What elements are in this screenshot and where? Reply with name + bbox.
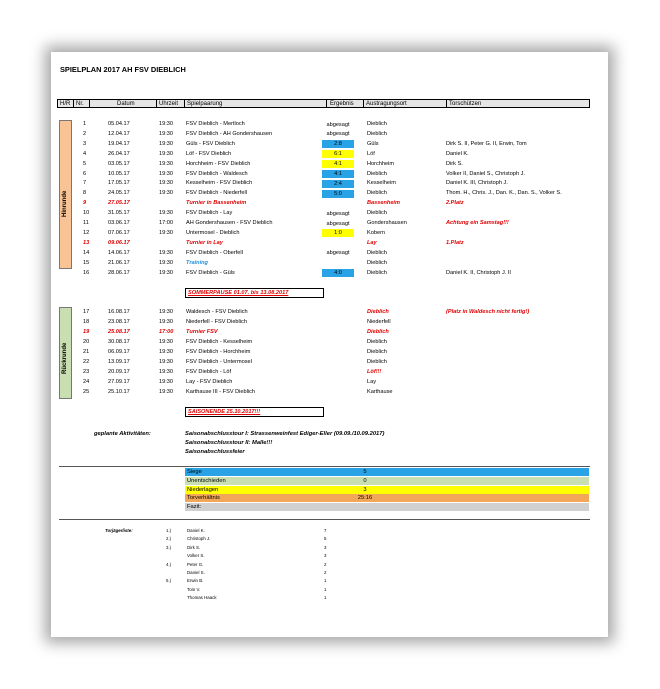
row-ort: Dieblich [367,359,387,365]
row-uhrzeit: 19:30 [159,359,173,365]
stat-row [185,494,589,502]
row-torschuetzen: Achtung ein Samstag!!! [446,220,509,226]
row-spielpaarung: FSV Dieblich - Lay [186,210,233,217]
row-ort: Karthause [367,389,393,395]
row-uhrzeit: 19:30 [159,369,173,375]
header-spielpaarung: Spielpaarung [187,101,223,107]
stat-value: 5 [363,469,367,475]
scorer-name: Erwin B. [187,578,204,584]
row-datum: 09.06.17 [108,239,130,246]
header-datum: Datum [117,101,135,107]
row-spielpaarung: FSV Dieblich - Horchheim [186,349,251,355]
row-uhrzeit: 19:30 [159,379,173,385]
stat-label: Unentschieden [187,477,226,484]
row-datum: 31.05.17 [108,210,130,217]
row-nr: 21 [83,349,90,355]
row-ort: Güls [367,140,379,147]
stat-value: 0 [363,477,367,484]
row-ergebnis: abgesagt [326,121,350,128]
row-spielpaarung: Lay - FSV Dieblich [186,379,233,385]
row-torschuetzen: Thom. H., Chris. J., Dan. K., Dan. S., Volker S. [446,190,562,197]
row-uhrzeit: 19:30 [159,269,173,276]
row-ergebnis: 4:1 [322,170,354,178]
row-nr: 8 [83,190,87,197]
row-nr: 2 [83,130,87,137]
stat-label: Siege [187,469,202,475]
scorers-label: Torjägerliste: [105,528,133,533]
stat-label: Torverhältnis [187,495,220,502]
scorer-goals: 2 [324,570,327,575]
scorer-goals: 5 [324,536,327,542]
row-ort: Dieblich [367,259,387,266]
row-nr: 20 [83,339,90,345]
row-ort: Horchheim [367,160,395,167]
row-ort: Dieblich [367,249,387,256]
row-uhrzeit: 19:30 [159,150,173,157]
row-nr: 22 [83,359,90,365]
aktivitaet-item: Saisonabschlussfeier [185,449,245,455]
row-spielpaarung: Löf - FSV Dieblich [186,150,232,157]
row-ergebnis: abgesagt [326,210,350,217]
row-uhrzeit: 19:30 [159,140,173,147]
row-spielpaarung: FSV Dieblich - Güls [186,269,235,276]
page-title: SPIELPLAN 2017 AH FSV DIEBLICH [60,65,186,74]
row-ergebnis: 1:0 [322,229,354,237]
row-ort: Dieblich [367,210,387,217]
row-datum: 03.05.17 [108,160,130,167]
row-spielpaarung: Turnier FSV [186,329,218,335]
scorer-name: Thomas Haack [187,595,217,601]
row-ort: Löf!!! [367,369,382,375]
row-nr: 9 [83,200,87,207]
row-nr: 14 [83,249,90,256]
row-datum: 16.08.17 [108,309,130,315]
row-nr: 24 [83,379,90,385]
scorer-name: Tom V. [187,586,201,592]
scorer-goals: 3 [324,553,327,559]
row-uhrzeit: 19:30 [159,249,173,256]
row-datum: 25.08.17 [108,329,130,335]
row-nr: 19 [83,329,90,335]
row-datum: 23.08.17 [108,319,130,325]
row-nr: 25 [83,389,90,395]
row-uhrzeit: 19:30 [159,229,173,236]
row-datum: 20.09.17 [108,369,130,375]
row-datum: 24.05.17 [108,190,130,197]
row-spielpaarung: FSV Dieblich - Waldesch [186,170,248,177]
row-ort: Lay [367,239,377,246]
row-torschuetzen: Daniel K. II, Christoph J. II [446,269,511,276]
row-ergebnis: 2:8 [322,140,354,148]
row-nr: 1 [83,121,87,127]
row-datum: 25.10.17 [108,389,130,395]
scorer-goals: 1 [324,578,327,584]
rueckrunde-side-box [59,307,72,399]
row-datum: 19.04.17 [108,140,130,147]
row-uhrzeit: 19:30 [159,170,173,177]
scorer-goals: 1 [324,595,327,601]
row-spielpaarung: Untermosel - Dieblich [186,229,240,236]
scorer-name: Peter G. [187,561,204,567]
row-uhrzeit: 19:30 [159,190,173,197]
scorer-rank: 2.) [166,536,172,542]
saisonende-note: SAISONENDE 25.10.2017!!! [185,407,324,417]
aktivitaet-item: Saisonabschlusstour II: Malle!!! [185,440,273,446]
stat-label: Fazit: [187,504,202,511]
scorer-goals: 1 [324,586,327,592]
header-nr: Nr. [76,101,84,107]
row-datum: 12.04.17 [108,130,130,137]
row-ergebnis: abgesagt [326,250,350,257]
row-nr: 18 [83,319,90,325]
stat-value: 3 [363,486,367,493]
row-spielpaarung: Niederfell - FSV Dieblich [186,319,247,325]
row-datum: 03.06.17 [108,220,130,226]
scorer-name: Christoph J. [187,536,211,542]
row-datum: 13.09.17 [108,359,130,365]
row-spielpaarung: Turnier in Lay [186,239,223,246]
row-spielpaarung: Kesselheim - FSV Dieblich [186,180,253,187]
row-ort: Bassenheim [367,200,400,207]
row-ergebnis: 6:1 [322,150,354,158]
row-uhrzeit: 19:30 [159,309,173,315]
row-nr: 5 [83,160,87,167]
row-uhrzeit: 19:30 [159,130,173,137]
row-datum: 27.09.17 [108,379,130,385]
sommerpause-note: SOMMERPAUSE 01.07. bis 13.08.2017 [185,288,324,298]
divider [59,466,590,467]
row-nr: 11 [83,220,89,226]
row-ort: Gondershausen [367,220,407,226]
row-uhrzeit: 19:30 [159,389,173,395]
row-datum: 05.04.17 [108,121,130,127]
row-ort: Löf [367,150,375,157]
hinrunde-label: Hinrunde [62,190,68,217]
row-ort: Dieblich [367,269,387,276]
stat-value: 25:16 [357,495,373,502]
row-ort: Lay [367,379,377,385]
row-torschuetzen: Dirk S. II, Peter G. II, Erwin, Tom [446,140,527,147]
table-header [57,99,590,108]
row-ergebnis: 4:0 [322,269,354,277]
row-torschuetzen: Volker II, Daniel S., Christoph J. [446,170,525,177]
row-datum: 30.08.17 [108,339,130,345]
row-spielpaarung: FSV Dieblich - Oberfell [186,249,243,256]
row-uhrzeit: 19:30 [159,121,173,127]
row-datum: 27.05.17 [108,200,130,207]
header-torschuetzen: Torschützen [449,101,482,107]
stat-row [185,486,589,494]
row-ergebnis: 4:1 [322,160,354,168]
row-torschuetzen: Dirk S. [446,160,463,167]
row-datum: 14.06.17 [108,249,130,256]
row-spielpaarung: Training [186,259,208,266]
row-spielpaarung: FSV Dieblich - Untermosel [186,359,252,365]
divider [59,519,590,520]
scorer-goals: 2 [324,561,327,567]
row-nr: 16 [83,269,90,276]
row-spielpaarung: FSV Dieblich - Kesselheim [186,339,253,345]
row-ort: Dieblich [367,170,387,177]
row-nr: 12 [83,229,90,236]
row-nr: 23 [83,369,90,375]
row-ort: Dieblich [367,130,387,137]
stat-row [185,503,589,511]
row-nr: 15 [83,259,90,266]
row-ort: Dieblich [367,121,387,127]
row-spielpaarung: Karthause III - FSV Dieblich [186,389,256,395]
row-ergebnis: abgesagt [326,220,350,227]
row-ort: Dieblich [367,349,387,355]
row-nr: 13 [83,239,90,246]
row-spielpaarung: FSV Dieblich - Löf [186,369,232,375]
aktivitaeten-label: geplante Aktivitäten: [94,431,151,437]
row-ort: Dieblich [367,190,387,197]
scorer-rank: 5.) [166,578,172,584]
row-uhrzeit: 19:30 [159,319,173,325]
row-ort: Dieblich [367,309,389,315]
row-uhrzeit: 19:30 [159,259,173,266]
row-datum: 10.05.17 [108,170,130,177]
row-ort: Dieblich [367,339,387,345]
hinrunde-side-box [59,120,72,269]
row-ort: Kesselheim [367,180,396,187]
row-uhrzeit: 17:00 [159,220,173,226]
row-uhrzeit: 17:00 [159,329,174,335]
row-ort: Kobern [367,229,386,236]
row-ergebnis: 2:4 [322,180,354,188]
row-torschuetzen: 1.Platz [446,239,464,246]
row-datum: 26.04.17 [108,150,130,157]
row-spielpaarung: AH Gondershausen - FSV Dieblich [186,220,273,226]
row-spielpaarung: Güls - FSV Dieblich [186,140,235,147]
row-uhrzeit: 19:30 [159,210,173,217]
scorer-goals: 3 [324,544,327,550]
rueckrunde-label: Rückrunde [62,342,68,374]
row-datum: 28.06.17 [108,269,130,276]
stat-row [185,468,589,476]
row-nr: 4 [83,150,87,157]
scorer-rank: 3.) [166,544,172,550]
row-spielpaarung: FSV Dieblich - AH Gondershausen [186,130,273,137]
scorer-rank: 4.) [166,561,172,567]
header-ort: Austragungsort [366,101,407,107]
row-uhrzeit: 19:30 [159,339,173,345]
row-torschuetzen: (Platz in Waldesch nicht fertig!) [446,309,530,315]
row-nr: 6 [83,170,87,177]
scorer-name: Daniel K. [187,528,205,533]
row-torschuetzen: Daniel K. III, Christoph J. [446,180,508,187]
stat-row [185,477,589,485]
header-ergebnis: Ergebnis [330,101,354,107]
schedule-sheet [51,52,608,637]
row-datum: 21.06.17 [108,259,130,266]
header-hr: H/R [60,101,71,107]
scorer-rank: 1.) [166,528,172,533]
row-spielpaarung: FSV Dieblich - Mertloch [186,121,245,127]
row-uhrzeit: 19:30 [159,349,173,355]
row-nr: 10 [83,210,90,217]
row-nr: 7 [83,180,87,187]
row-nr: 3 [83,140,87,147]
row-datum: 17.05.17 [108,180,130,187]
row-ergebnis: 5:0 [322,190,354,198]
row-datum: 07.06.17 [108,229,130,236]
aktivitaet-item: Saisonabschlusstour I: Strassenweinfest Ediger-Eller (09.09./10.09.2017) [185,431,385,437]
header-uhrzeit: Uhrzeit [159,101,179,107]
row-ergebnis: abgesagt [326,131,350,138]
row-torschuetzen: Daniel K. [446,150,469,157]
row-uhrzeit: 19:30 [159,160,173,167]
row-uhrzeit: 19:30 [159,180,173,187]
row-spielpaarung: FSV Dieblich - Niederfell [186,190,247,197]
row-spielpaarung: Waldesch - FSV Dieblich [186,309,248,315]
scorer-name: Volker S. [187,553,205,559]
row-ort: Dieblich [367,329,389,335]
stat-label: Niederlagen [187,486,219,493]
scorer-goals: 7 [324,528,327,533]
scorer-name: Dirk S. [187,544,201,550]
row-torschuetzen: 2.Platz [446,200,464,207]
row-spielpaarung: Horchheim - FSV Dieblich [186,160,251,167]
scorer-name: Daniel S. [187,570,205,575]
row-spielpaarung: Turnier in Bassenheim [186,200,247,207]
row-datum: 06.09.17 [108,349,130,355]
row-nr: 17 [83,309,90,315]
row-ort: Niederfell [367,319,391,325]
